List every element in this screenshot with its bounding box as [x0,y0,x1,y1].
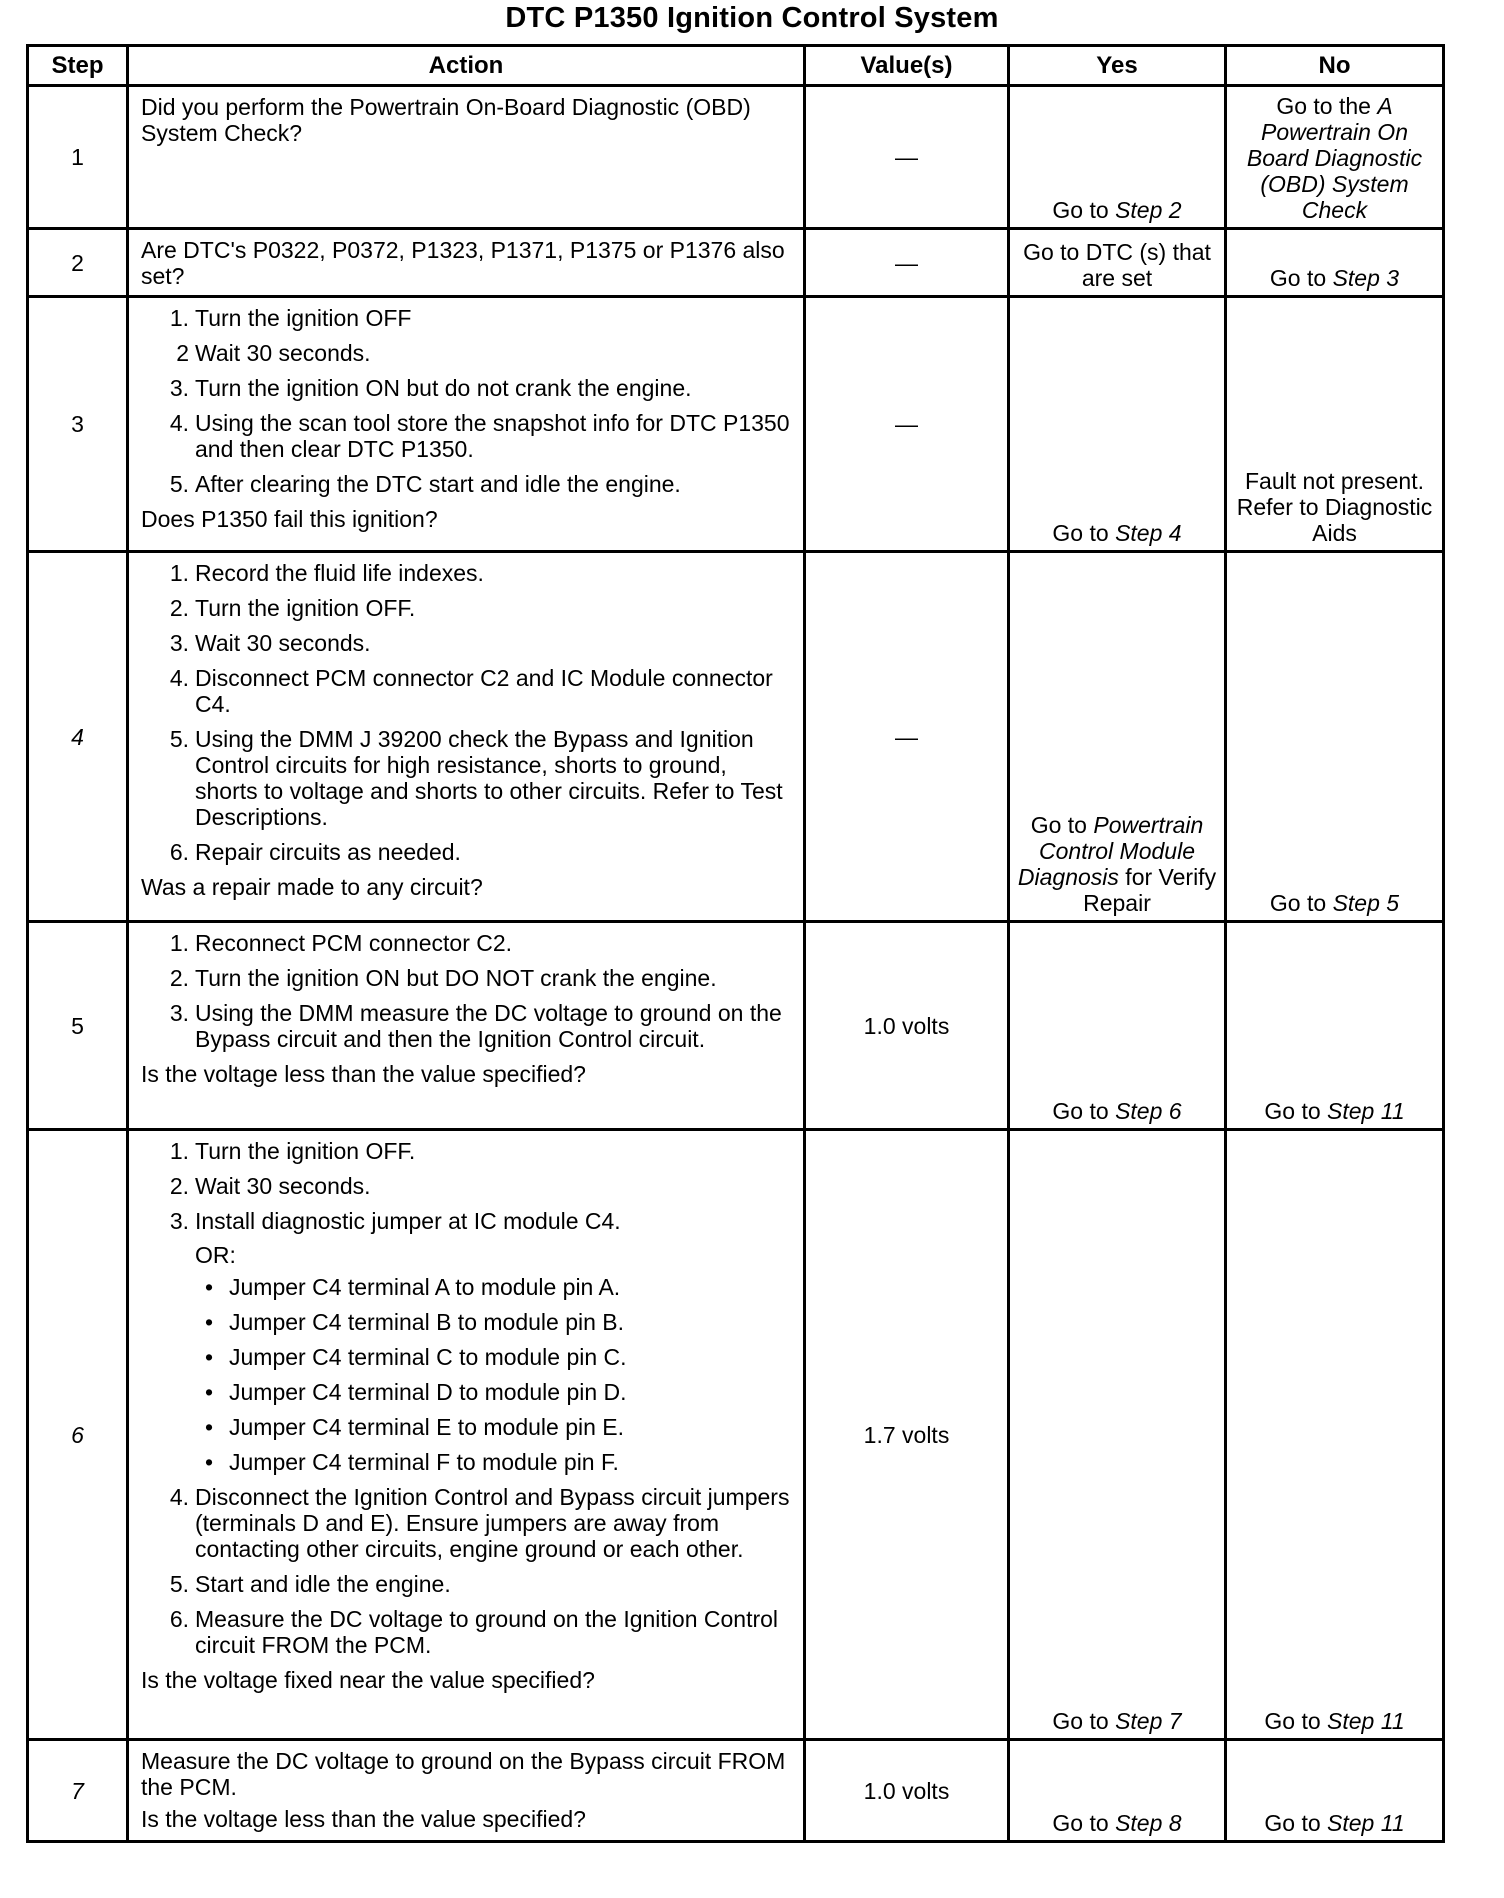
yes-reference: Step 2 [1115,197,1182,223]
no-cell [1226,552,1444,922]
action-steps [141,560,793,865]
bullet-icon: • [205,1449,214,1475]
list-item [141,595,793,621]
list-item [141,1208,793,1475]
header-action: Action [128,46,805,86]
yes-prefix: Go to [1052,520,1116,546]
item-number: 4. [169,410,189,436]
action-question: Is the voltage fixed near the value specified? [141,1667,595,1693]
item-text: Using the scan tool store the snapshot info for DTC P1350 and then clear DTC P1350. [195,410,790,462]
yes-prefix: Go to [1052,1098,1116,1124]
list-item [141,1484,793,1562]
no-reference: Step 11 [1327,1708,1405,1734]
item-text: Jumper C4 terminal A to module pin A. [229,1274,621,1300]
item-text: Jumper C4 terminal C to module pin C. [229,1344,627,1370]
item-text: Using the DMM measure the DC voltage to ground on the Bypass circuit and then the Ignition Control circuit. [195,1000,782,1052]
header-step: Step [28,46,128,86]
list-item [195,1449,793,1475]
value-cell: 1.7 volts [805,1130,1009,1740]
list-item [141,1173,793,1199]
item-number: 5. [169,471,189,497]
header-values: Value(s) [805,46,1009,86]
step-number [28,1130,128,1740]
list-item [141,340,793,366]
yes-cell: Go to DTC (s) that are set [1009,229,1226,297]
no-cell: Fault not present. Refer to Diagnostic Aids [1226,297,1444,552]
item-text: Wait 30 seconds. [195,1173,371,1199]
action-question: Are DTC's P0322, P0372, P1323, P1371, P1375 or P1376 also set? [141,237,785,289]
bullet-icon: • [205,1414,214,1440]
yes-reference: Powertrain Control Module Diagnosis [1017,812,1204,890]
header-yes: Yes [1009,46,1226,86]
list-item [141,930,793,956]
action-text [128,297,805,552]
action-steps [141,930,793,1052]
yes-cell [1009,552,1226,922]
list-item [141,1571,793,1597]
action-question: Is the voltage less than the value specified? [141,1806,586,1832]
action-question: Was a repair made to any circuit? [141,874,483,900]
table-row [28,297,1444,552]
yes-cell [1009,297,1226,552]
item-text: Install diagnostic jumper at IC module C4. [195,1208,621,1234]
item-number: 5. [169,1571,189,1597]
table-row [28,229,1444,297]
value-cell: — [805,552,1009,922]
step-number [28,552,128,922]
step-number: 1 [28,86,128,229]
no-cell [1226,229,1444,297]
item-text: Reconnect PCM connector C2. [195,930,513,956]
step-number [28,1740,128,1842]
item-number: 1. [169,305,189,331]
yes-cell [1009,1130,1226,1740]
bullet-icon: • [205,1309,214,1335]
list-item [195,1379,793,1405]
no-prefix: Go to [1264,1810,1328,1836]
bullet-icon: • [205,1344,214,1370]
action-steps [141,305,793,497]
list-item [141,665,793,717]
table-row [28,86,1444,229]
no-prefix: Go to [1269,890,1333,916]
list-item [141,375,793,401]
item-number: 6. [169,1606,189,1632]
diagnostic-table [26,44,1445,1843]
action-text [128,1130,805,1740]
bullet-icon: • [205,1379,214,1405]
header-row [28,46,1444,86]
yes-cell [1009,922,1226,1130]
list-item [141,965,793,991]
list-item [141,630,793,656]
item-number: 2. [169,965,189,991]
item-text: Measure the DC voltage to ground on the Ignition Control circuit FROM the PCM. [195,1606,779,1658]
item-number: 6. [169,839,189,865]
item-text: Turn the ignition OFF [195,305,412,331]
item-text: Start and idle the engine. [195,1571,451,1597]
step-number-text: 4 [71,723,84,750]
item-number: 4. [169,665,189,691]
jumper-list [195,1274,793,1475]
no-cell [1226,86,1444,229]
item-text: Record the fluid life indexes. [195,560,484,586]
no-prefix: Go to the [1276,93,1378,119]
item-number: 2. [169,595,189,621]
item-number: 2. [169,1173,189,1199]
action-question: Did you perform the Powertrain On-Board Diagnostic (OBD) System Check? [141,94,751,146]
list-item [141,305,793,331]
yes-reference: Step 4 [1115,520,1182,546]
step-number-text: 6 [71,1421,84,1448]
list-item [141,471,793,497]
table-row [28,552,1444,922]
action-text [128,922,805,1130]
yes-cell [1009,86,1226,229]
header-no: No [1226,46,1444,86]
item-number: 1. [169,1138,189,1164]
action-instruction: Measure the DC voltage to ground on the Bypass circuit FROM the PCM. [141,1748,786,1800]
list-item [141,726,793,830]
item-text: Jumper C4 terminal B to module pin B. [229,1309,625,1335]
table-row [28,1130,1444,1740]
item-text: Disconnect PCM connector C2 and IC Module connector C4. [195,665,773,717]
list-item [141,410,793,462]
value-cell: — [805,86,1009,229]
step-number: 5 [28,922,128,1130]
item-number: 3. [169,1208,189,1234]
value-cell: — [805,297,1009,552]
list-item [195,1309,793,1335]
action-text [128,86,805,229]
list-item [195,1414,793,1440]
yes-reference: Step 7 [1115,1708,1182,1734]
action-steps [141,1138,793,1658]
page-title: DTC P1350 Ignition Control System [505,2,999,34]
action-text [128,229,805,297]
no-prefix: Go to [1264,1098,1328,1124]
action-question: Does P1350 fail this ignition? [141,506,438,532]
no-prefix: Go to [1264,1708,1328,1734]
list-item [195,1344,793,1370]
bullet-icon: • [205,1274,214,1300]
action-question: Is the voltage less than the value specified? [141,1061,586,1087]
yes-prefix: Go to [1052,1708,1116,1734]
item-text: Wait 30 seconds. [195,630,371,656]
yes-prefix: Go to [1030,812,1094,838]
item-text: Using the DMM J 39200 check the Bypass and Ignition Control circuits for high resistance, shorts to ground, shorts to voltage and shorts to other circuits. Refer to Test Descriptions. [195,726,783,830]
no-reference: Step 3 [1332,265,1400,291]
yes-suffix: for Verify Repair [1083,864,1217,916]
item-number: 3. [169,630,189,656]
no-reference: Step 5 [1332,890,1400,916]
item-number: 5. [169,726,189,752]
list-item [141,1000,793,1052]
or-label: OR: [195,1242,236,1268]
item-text: Disconnect the Ignition Control and Bypass circuit jumpers (terminals D and E). Ensure jumpers are away from contacting other circuits, engine ground or each other. [195,1484,790,1562]
table-row [28,922,1444,1130]
no-prefix: Go to [1269,265,1333,291]
action-text [128,552,805,922]
step-number: 3 [28,297,128,552]
no-reference: Step 11 [1327,1810,1405,1836]
yes-prefix: Go to [1052,197,1116,223]
no-cell [1226,1740,1444,1842]
item-number: 1. [169,930,189,956]
list-item [195,1274,793,1300]
yes-cell [1009,1740,1226,1842]
list-item [141,1138,793,1164]
yes-reference: Step 6 [1115,1098,1182,1124]
item-text: Wait 30 seconds. [195,340,371,366]
item-number: 1. [169,560,189,586]
no-reference: A Powertrain On Board Diagnostic (OBD) System Check [1246,93,1423,223]
no-reference: Step 11 [1327,1098,1405,1124]
item-text: Turn the ignition OFF. [195,595,416,621]
item-text: Turn the ignition OFF. [195,1138,416,1164]
step-number-text: 7 [71,1777,84,1804]
item-text: After clearing the DTC start and idle the engine. [195,471,681,497]
item-number: 3. [169,375,189,401]
item-text: Jumper C4 terminal D to module pin D. [229,1379,627,1405]
yes-reference: Step 8 [1115,1810,1182,1836]
item-text: Jumper C4 terminal F to module pin F. [229,1449,619,1475]
no-cell [1226,922,1444,1130]
item-number: 2 [176,340,189,366]
action-text [128,1740,805,1842]
item-text: Turn the ignition ON but DO NOT crank the engine. [195,965,717,991]
item-number: 3. [169,1000,189,1026]
item-text: Repair circuits as needed. [195,839,461,865]
list-item [141,1606,793,1658]
item-text: Jumper C4 terminal E to module pin E. [229,1414,625,1440]
no-cell [1226,1130,1444,1740]
item-text: Turn the ignition ON but do not crank the engine. [195,375,692,401]
step-number: 2 [28,229,128,297]
item-number: 4. [169,1484,189,1510]
value-cell: 1.0 volts [805,922,1009,1130]
yes-prefix: Go to [1052,1810,1116,1836]
list-item [141,560,793,586]
value-cell: 1.0 volts [805,1740,1009,1842]
list-item [141,839,793,865]
value-cell: — [805,229,1009,297]
table-row [28,1740,1444,1842]
